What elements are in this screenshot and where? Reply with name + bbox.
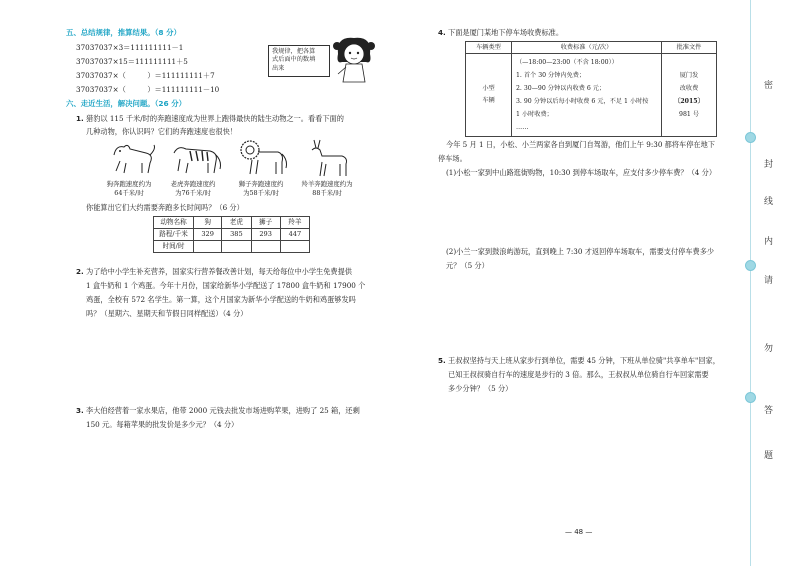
dog-illustration	[108, 141, 156, 177]
side-char-4: 内	[764, 237, 774, 247]
approval-doc-cell	[662, 54, 717, 137]
hint-line-3: 出来	[272, 64, 285, 72]
q5-line-2: 已知王叔叔骑自行车的速度是步行的 3 倍。那么，王叔叔从单位骑自行车回家需要	[448, 370, 709, 379]
answer-cell[interactable]	[280, 241, 309, 253]
sec5-line-2: 37037037×15＝111111111＋5	[76, 57, 188, 66]
q4-sub2-line-2: 元？（5 分）	[446, 261, 489, 270]
q1-line-1: 猎豹以 115 千米/时的奔跑速度成为世界上跑得最快的陆生动物之一。看看下面的	[86, 114, 344, 123]
vehicle-type-2: 车辆	[482, 97, 495, 104]
q1-ask: 你能算出它们大约需要奔跑多长时间吗？（6 分）	[86, 203, 244, 212]
lion-illustration	[238, 138, 290, 178]
table-cell: 385	[222, 229, 251, 241]
page-number: — 48 —	[565, 528, 593, 536]
antelope-caption-2: 88千米/时	[312, 188, 342, 197]
speed-table	[153, 216, 310, 253]
dog-caption-1: 狗奔跑速度约为	[106, 180, 152, 188]
fee-rule: ……	[516, 124, 529, 131]
q5-line-3: 多少分钟？（5 分）	[448, 384, 513, 393]
approval-doc-2: 改收费	[679, 85, 699, 92]
sec5-line-1: 37037037×3＝111111111－1	[76, 43, 184, 52]
q1-line-2: 几种动物，你认识吗？它们的奔跑速度也很快！	[86, 127, 237, 136]
approval-doc-3: 〔2015〕	[674, 98, 704, 105]
q2-number: 2.	[76, 267, 84, 276]
table-header-row	[154, 217, 310, 229]
hint-line-2: 式后面中的数填	[272, 56, 316, 64]
lion-caption	[230, 180, 292, 198]
side-char-2: 封	[764, 160, 774, 170]
table-header: 动物名称	[154, 217, 194, 229]
table-cell: 293	[251, 229, 280, 241]
q4-intro-2: 停车场。	[438, 154, 467, 163]
fee-table-header: 批准文件	[662, 42, 717, 54]
table-cell: 时间/时	[154, 241, 194, 253]
answer-cell[interactable]	[194, 241, 222, 253]
side-char-6: 勿	[764, 344, 774, 354]
fee-rule: （—18:00—23:00（不含 18:00））	[516, 59, 618, 66]
fee-table-row	[466, 54, 717, 137]
q4-number: 4.	[438, 28, 446, 37]
q5-line-1: 王叔叔坚持与天上班从家步行到单位，需要 45 分钟，下班从单位骑"共享单车"回家，	[448, 356, 720, 365]
q3-number: 3.	[76, 406, 84, 415]
fee-rule: 1 小时收费；	[516, 111, 553, 118]
side-char-5: 请	[764, 276, 774, 286]
q4-intro-1: 今年 5 月 1 日，小松、小兰两家各自到厦门自驾游，他们上午 9:30 都将车停在地下	[446, 140, 715, 149]
table-row	[154, 241, 310, 253]
lion-caption-2: 为58千米/时	[243, 188, 279, 197]
q3-line-1: 李大伯经营着一家水果店，他带 2000 元钱去批发市场进购苹果，进购了 25 箱，还剩	[86, 406, 360, 415]
sec5-line-4: 37037037×（ ）＝111111111－10	[76, 85, 220, 94]
q2-line-2: 1 盒牛奶和 1 个鸡蛋。今年十月份，国家给新华小学配送了 17800 盒牛奶和 17900 个	[86, 281, 366, 290]
section-6-title: 六、走近生活，解决问题。（26 分）	[66, 99, 187, 108]
table-cell: 路程/千米	[154, 229, 194, 241]
side-char-3: 线	[764, 197, 774, 207]
approval-doc-1: 厦门发	[679, 72, 699, 79]
table-header: 狮子	[251, 217, 280, 229]
section-5-title: 五、总结规律，推算结果。（8 分）	[66, 28, 181, 37]
tiger-caption-1: 老虎奔跑速度约	[170, 180, 216, 188]
side-char-7: 答	[764, 406, 774, 416]
dog-caption-2: 64千米/时	[114, 188, 144, 197]
hint-bubble	[268, 45, 330, 77]
fee-table-header: 车辆类型	[466, 42, 512, 54]
dog-caption	[98, 180, 160, 198]
antelope-caption	[294, 180, 360, 198]
lion-caption-1: 狮子奔跑速度约	[238, 180, 284, 188]
sec5-line-3: 37037037×（ ）＝111111111＋7	[76, 71, 215, 80]
q3-line-2: 150 元。每箱苹果的批发价是多少元？（4 分）	[86, 420, 239, 429]
q5-number: 5.	[438, 356, 446, 365]
table-header: 羚羊	[280, 217, 309, 229]
table-header: 老虎	[222, 217, 251, 229]
q4-sub1: (1)小松一家到中山路逛街购物，10:30 到停车场取车，应支付多少停车费？（4 分）	[446, 168, 717, 177]
answer-cell[interactable]	[222, 241, 251, 253]
side-char-8: 题	[764, 451, 774, 461]
vehicle-type-cell	[466, 54, 512, 137]
fee-table-header: 收费标准（元/次）	[512, 42, 662, 54]
vehicle-type-1: 小型	[482, 85, 495, 92]
q2-line-3: 鸡蛋，全校有 572 名学生。第一算，这个月国家为新华小学配送的牛奶和鸡蛋够发吗	[86, 295, 356, 304]
antelope-illustration	[304, 138, 354, 178]
fee-table-header-row	[466, 42, 717, 54]
answer-cell[interactable]	[251, 241, 280, 253]
q4-sub2-line-1: (2)小兰一家到鼓浪屿游玩，直到晚上 7:30 才返回停车场取车，需要支付停车费多少	[446, 247, 715, 256]
parking-fee-table	[465, 41, 717, 137]
table-cell: 447	[280, 229, 309, 241]
fee-rule: 3. 90 分钟以后每小时收费 6 元，不足 1 小时按	[516, 98, 649, 105]
table-row	[154, 229, 310, 241]
binding-hole-1	[745, 132, 756, 143]
q1-number: 1.	[76, 114, 84, 123]
table-cell: 329	[194, 229, 222, 241]
q2-line-4: 吗？（星期六、星期天和节假日同样配送）（4 分）	[86, 309, 248, 318]
q4-title: 下面是厦门某地下停车场收费标准。	[448, 28, 564, 37]
tiger-caption	[162, 180, 224, 198]
fee-rule: 1. 首个 30 分钟内免费；	[516, 72, 586, 79]
fee-rule: 2. 30—90 分钟以内收费 6 元；	[516, 85, 606, 92]
hint-line-1: 我规律，把各算	[272, 48, 316, 55]
tiger-caption-2: 为76千米/时	[175, 188, 211, 197]
binding-line	[750, 0, 751, 566]
girl-cartoon	[332, 34, 376, 86]
binding-hole-2	[745, 260, 756, 271]
table-header: 狗	[194, 217, 222, 229]
antelope-caption-1: 羚羊奔跑速度约为	[301, 180, 353, 188]
fee-rules-cell	[512, 54, 662, 137]
tiger-illustration	[170, 141, 222, 177]
approval-doc-4: 981 号	[679, 111, 699, 118]
binding-hole-3	[745, 392, 756, 403]
side-char-1: 密	[764, 81, 774, 91]
q2-line-1: 为了给中小学生补充营养，国家实行营养餐改善计划，每天给每位中小学生免费提供	[86, 267, 352, 276]
